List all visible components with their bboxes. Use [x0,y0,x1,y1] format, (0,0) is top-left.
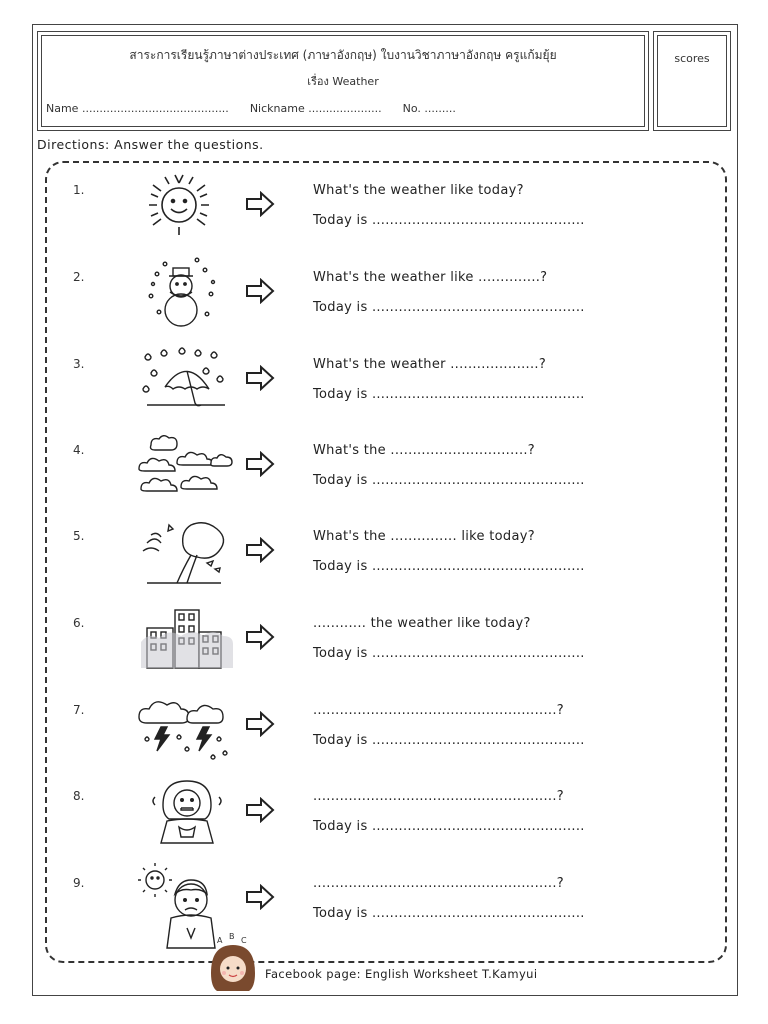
question-number: 5. [73,529,85,543]
questions-box [45,161,727,963]
question-number: 4. [73,443,85,457]
sun-icon [137,169,237,245]
question-6 [47,602,729,688]
question-text: What's the ...............................? [313,443,536,458]
answer-line[interactable]: Today is ................................................ [313,387,585,402]
answer-line[interactable]: Today is ................................................ [313,646,585,661]
number-field[interactable]: No. ......... [402,102,456,115]
directions-text: Directions: Answer the questions. [37,137,264,152]
cold-boy-icon [137,775,237,851]
question-2 [47,256,729,342]
svg-text:C: C [241,936,247,945]
arrow-right-icon [245,711,275,737]
question-text: What's the ............... like today? [313,529,535,544]
scores-box [653,31,731,131]
question-text: What's the weather like ..............? [313,270,548,285]
arrow-right-icon [245,624,275,650]
footer [33,933,739,997]
question-text: What's the weather ....................? [313,357,547,372]
svg-text:A: A [217,936,223,945]
scores-label: scores [674,52,710,65]
answer-line[interactable]: Today is ................................................ [313,213,585,228]
answer-line[interactable]: Today is ................................................ [313,559,585,574]
teacher-avatar-icon [203,933,259,993]
question-4 [47,429,729,515]
question-3 [47,343,729,429]
name-field[interactable]: Name .......................................... [46,102,229,115]
question-number: 3. [73,357,85,371]
question-1 [47,169,729,255]
question-text: .......................................................? [313,876,564,891]
foggy-buildings-icon [137,602,237,678]
question-number: 9. [73,876,85,890]
worksheet-page [32,24,738,996]
answer-line[interactable]: Today is ................................................ [313,300,585,315]
windy-tree-icon [137,515,237,591]
question-8 [47,775,729,861]
arrow-right-icon [245,451,275,477]
arrow-right-icon [245,191,275,217]
question-text: .......................................................? [313,703,564,718]
arrow-right-icon [245,278,275,304]
rain-umbrella-icon [137,343,237,419]
question-7 [47,689,729,775]
question-number: 7. [73,703,85,717]
student-info-line [46,102,640,115]
footer-facebook-text: Facebook page: English Worksheet T.Kamyui [265,967,538,981]
question-number: 1. [73,183,85,197]
arrow-right-icon [245,365,275,391]
header-topic: เรื่อง Weather [307,75,379,88]
snowman-icon [137,256,237,332]
arrow-right-icon [245,537,275,563]
arrow-right-icon [245,884,275,910]
question-number: 6. [73,616,85,630]
nickname-field[interactable]: Nickname ..................... [249,102,382,115]
question-number: 2. [73,270,85,284]
answer-line[interactable]: Today is ................................................ [313,733,585,748]
question-text: ............ the weather like today? [313,616,531,631]
question-number: 8. [73,789,85,803]
question-9 [47,862,729,948]
clouds-icon [137,429,237,505]
answer-line[interactable]: Today is ................................................ [313,473,585,488]
svg-text:B: B [229,933,235,941]
question-text: What's the weather like today? [313,183,524,198]
arrow-right-icon [245,797,275,823]
question-text: .......................................................? [313,789,564,804]
header-box [37,31,649,131]
header-subject: สาระการเรียนรู้ภาษาต่างประเทศ (ภาษาอังกฤษ) ใบงานวิชาภาษาอังกฤษ ครูแก้มยุ้ย [129,48,557,62]
storm-clouds-icon [137,689,237,765]
answer-line[interactable]: Today is ................................................ [313,819,585,834]
answer-line[interactable]: Today is ................................................ [313,906,585,921]
question-5 [47,515,729,601]
